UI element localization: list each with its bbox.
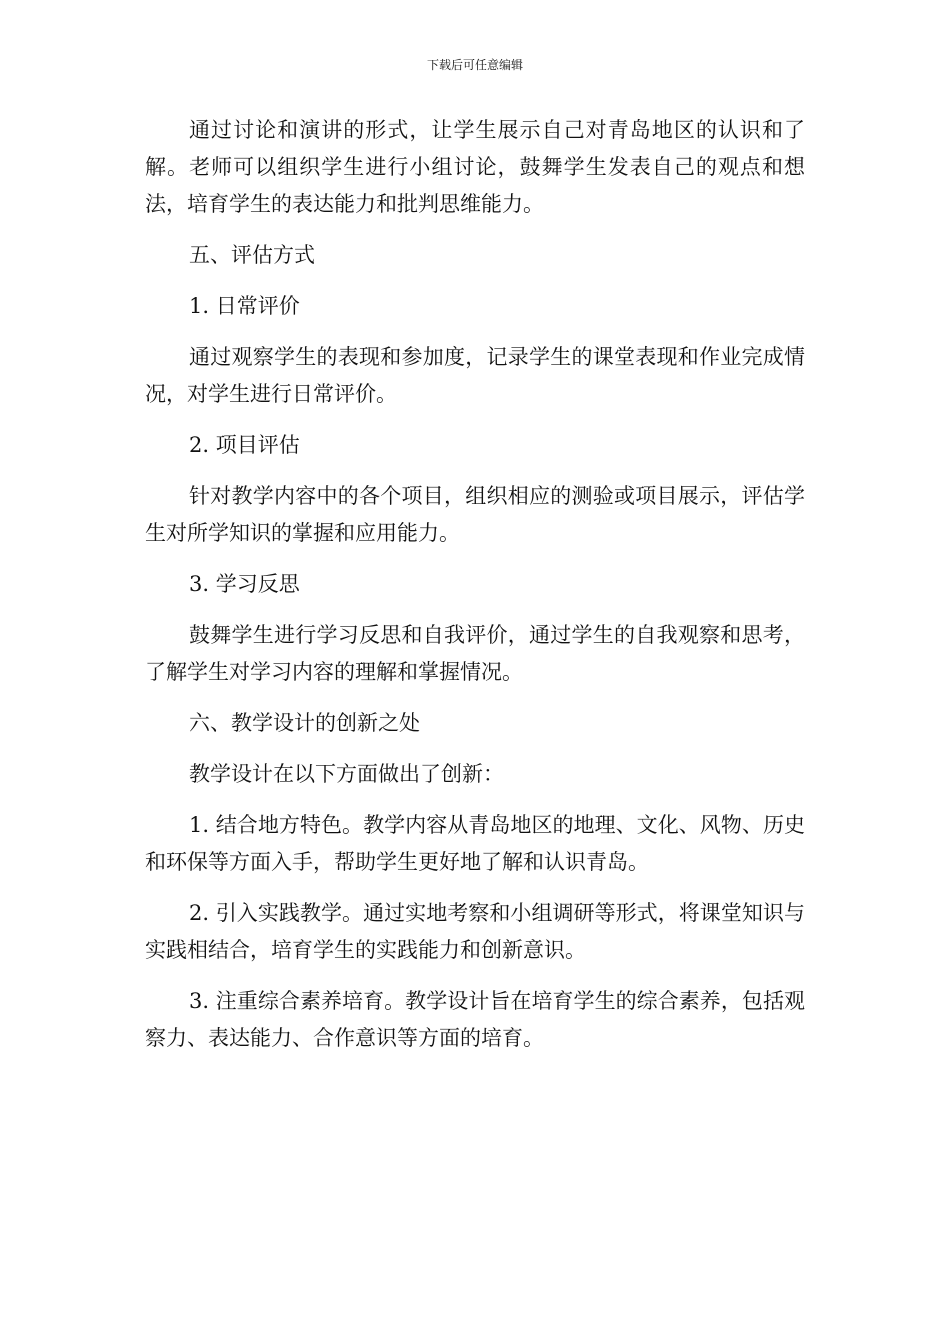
subheading-project-evaluation: 2. 项目评估 — [189, 433, 300, 457]
paragraph-learning-reflection: 鼓舞学生进行学习反思和自我评价，通过学生的自我观察和思考，了解学生对学习内容的理解和掌握情况。 — [145, 623, 805, 684]
list-item-practical-teaching: 2. 引入实践教学。通过实地考察和小组调研等形式，将课堂知识与实践相结合，培育学生的实践能力和创新意识。 — [145, 901, 805, 962]
paragraph-daily-evaluation: 通过观察学生的表现和参加度，记录学生的课堂表现和作业完成情况，对学生进行日常评价。 — [145, 345, 805, 406]
section-heading-evaluation: 五、评估方式 — [189, 243, 315, 267]
subheading-learning-reflection: 3. 学习反思 — [189, 572, 300, 596]
list-item-local-features: 1. 结合地方特色。教学内容从青岛地区的地理、文化、风物、历史和环保等方面入手，帮助学生更好地了解和认识青岛。 — [145, 813, 805, 874]
document-body — [145, 112, 805, 1071]
page-header-note: 下载后可任意编辑 — [426, 58, 523, 72]
paragraph-project-evaluation: 针对教学内容中的各个项目，组织相应的测验或项目展示，评估学生对所学知识的掌握和应用能力。 — [145, 484, 805, 545]
list-item-comprehensive-quality: 3. 注重综合素养培育。教学设计旨在培育学生的综合素养，包括观察力、表达能力、合作意识等方面的培育。 — [145, 989, 805, 1050]
subheading-daily-evaluation: 1. 日常评价 — [189, 294, 300, 318]
innovation-intro: 教学设计在以下方面做出了创新： — [189, 762, 504, 786]
section-heading-innovation: 六、教学设计的创新之处 — [189, 711, 420, 735]
paragraph-discussion: 通过讨论和演讲的形式，让学生展示自己对青岛地区的认识和了解。老师可以组织学生进行小组讨论，鼓舞学生发表自己的观点和想法，培育学生的表达能力和批判思维能力。 — [145, 118, 805, 216]
